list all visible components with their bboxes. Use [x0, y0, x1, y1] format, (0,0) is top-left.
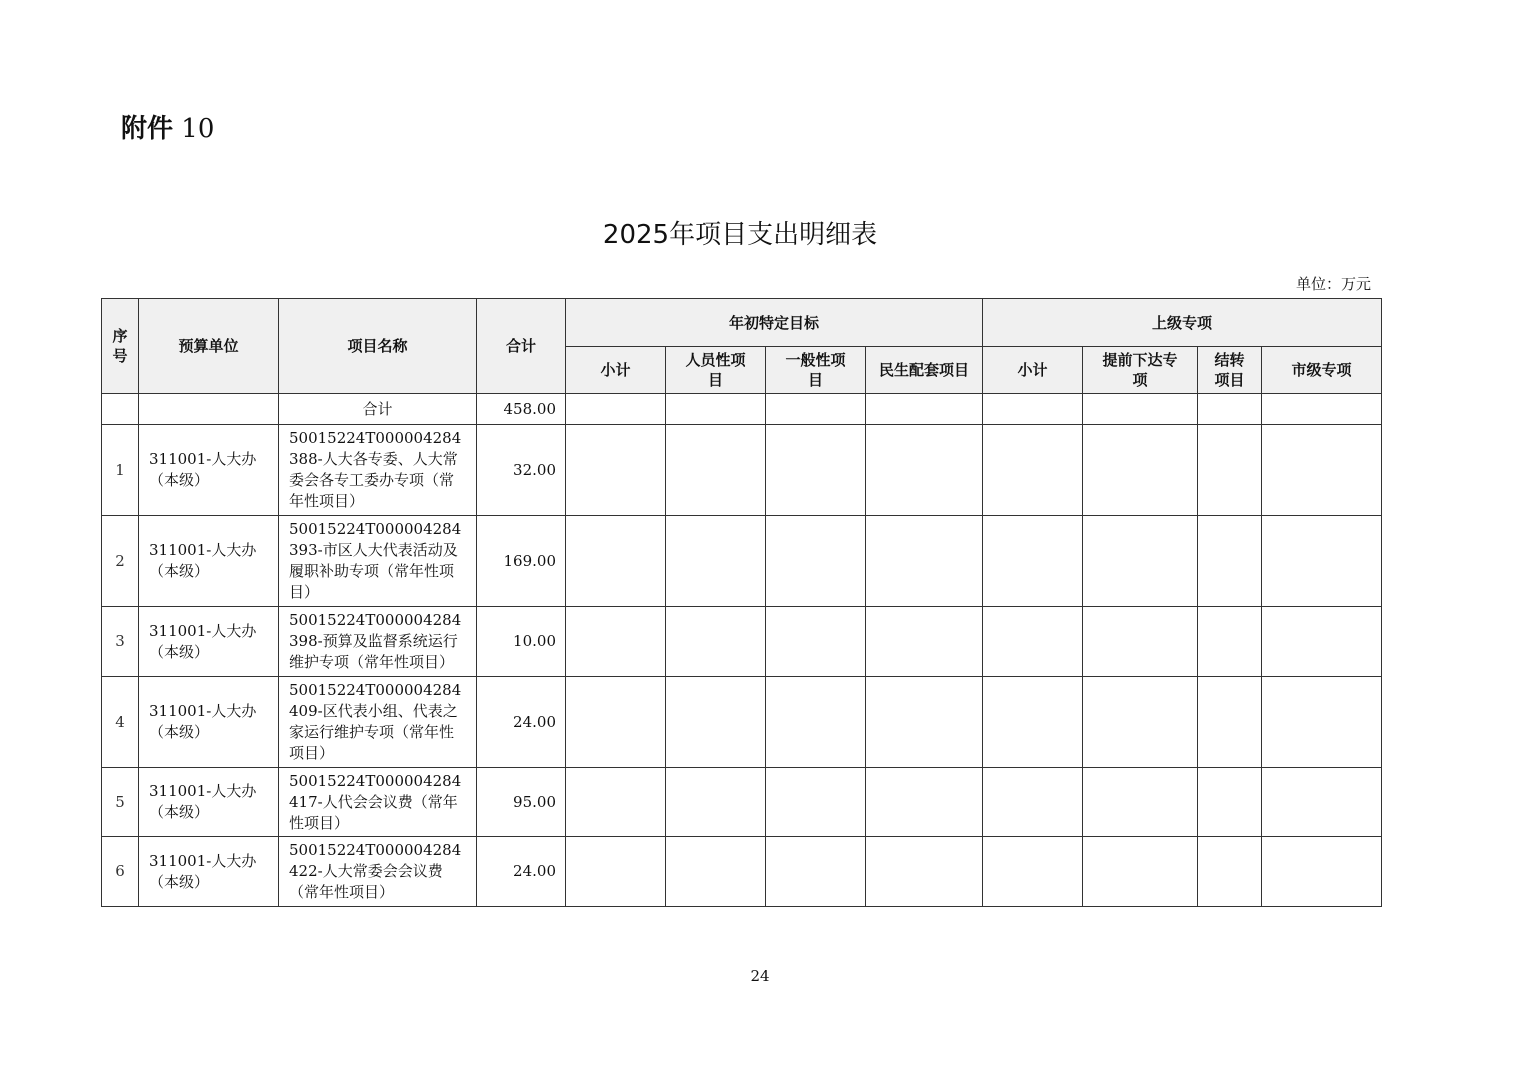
- table-row: [102, 837, 1382, 907]
- row-cell: [766, 677, 866, 768]
- row-budget-unit: 311001-人大办（本级）: [139, 677, 279, 768]
- header-superior-city: 市级专项: [1262, 347, 1382, 394]
- total-row-cell: [1262, 394, 1382, 425]
- row-total: 32.00: [477, 425, 566, 516]
- header-annual-livelihood: 民生配套项目: [866, 347, 983, 394]
- row-cell: [866, 425, 983, 516]
- row-cell: [866, 677, 983, 768]
- row-cell: [866, 837, 983, 907]
- row-cell: [983, 837, 1083, 907]
- header-superior-advance: 提前下达专项: [1083, 347, 1198, 394]
- row-cell: [766, 768, 866, 837]
- table-row: [102, 607, 1382, 677]
- row-cell: [566, 837, 666, 907]
- row-cell: [1198, 516, 1262, 607]
- header-annual-general: 一般性项目: [766, 347, 866, 394]
- row-cell: [1083, 425, 1198, 516]
- row-cell: [566, 425, 666, 516]
- row-cell: [866, 516, 983, 607]
- row-cell: [983, 677, 1083, 768]
- row-seq: 2: [102, 516, 139, 607]
- table-row: [102, 768, 1382, 837]
- row-project-name: 50015224T000004284393-市区人大代表活动及履职补助专项（常年性项目）: [279, 516, 477, 607]
- total-row-cell: [766, 394, 866, 425]
- row-budget-unit: 311001-人大办（本级）: [139, 837, 279, 907]
- row-cell: [666, 607, 766, 677]
- row-cell: [766, 607, 866, 677]
- total-row-cell: [866, 394, 983, 425]
- row-budget-unit: 311001-人大办（本级）: [139, 425, 279, 516]
- row-budget-unit: 311001-人大办（本级）: [139, 768, 279, 837]
- page-title: 2025年项目支出明细表: [602, 220, 878, 250]
- header-group-annual: 年初特定目标: [566, 299, 983, 347]
- row-project-name: 50015224T000004284388-人大各专委、人大常委会各专工委办专项（常年性项目）: [279, 425, 477, 516]
- row-cell: [766, 516, 866, 607]
- row-cell: [566, 768, 666, 837]
- header-annual-personnel: 人员性项目: [666, 347, 766, 394]
- row-cell: [1262, 516, 1382, 607]
- row-cell: [666, 768, 766, 837]
- row-total: 169.00: [477, 516, 566, 607]
- row-cell: [566, 516, 666, 607]
- row-cell: [1198, 837, 1262, 907]
- row-cell: [766, 425, 866, 516]
- row-seq: 1: [102, 425, 139, 516]
- row-total: 24.00: [477, 677, 566, 768]
- table-row: [102, 516, 1382, 607]
- row-cell: [566, 677, 666, 768]
- total-row-cell: [566, 394, 666, 425]
- attachment-prefix: 附件: [121, 114, 174, 144]
- row-cell: [1198, 425, 1262, 516]
- row-cell: [1198, 768, 1262, 837]
- total-row-cell: [1198, 394, 1262, 425]
- row-cell: [1198, 677, 1262, 768]
- row-cell: [566, 607, 666, 677]
- header-superior-subtotal: 小计: [983, 347, 1083, 394]
- row-cell: [766, 837, 866, 907]
- total-row-seq: [102, 394, 139, 425]
- header-total: 合计: [477, 299, 566, 394]
- row-project-name: 50015224T000004284422-人大常委会会议费（常年性项目）: [279, 837, 477, 907]
- page-number: 24: [750, 967, 770, 985]
- attachment-label: [121, 108, 214, 145]
- attachment-number: 10: [181, 114, 215, 144]
- total-row-value: 458.00: [477, 394, 566, 425]
- header-seq: 序号: [102, 299, 139, 394]
- row-cell: [983, 607, 1083, 677]
- row-seq: 6: [102, 837, 139, 907]
- row-cell: [866, 607, 983, 677]
- row-cell: [1083, 768, 1198, 837]
- row-project-name: 50015224T000004284409-区代表小组、代表之家运行维护专项（常年性项目）: [279, 677, 477, 768]
- row-cell: [983, 768, 1083, 837]
- header-project-name: 项目名称: [279, 299, 477, 394]
- row-cell: [666, 837, 766, 907]
- row-cell: [983, 516, 1083, 607]
- row-cell: [666, 516, 766, 607]
- row-cell: [666, 677, 766, 768]
- total-row-cell: [666, 394, 766, 425]
- row-cell: [1198, 607, 1262, 677]
- header-superior-carryover: 结转项目: [1198, 347, 1262, 394]
- row-total: 10.00: [477, 607, 566, 677]
- row-project-name: 50015224T000004284398-预算及监督系统运行维护专项（常年性项目）: [279, 607, 477, 677]
- row-total: 24.00: [477, 837, 566, 907]
- row-cell: [983, 425, 1083, 516]
- row-cell: [1262, 768, 1382, 837]
- row-cell: [1083, 837, 1198, 907]
- row-seq: 3: [102, 607, 139, 677]
- row-seq: 4: [102, 677, 139, 768]
- row-seq: 5: [102, 768, 139, 837]
- table-row: [102, 677, 1382, 768]
- row-budget-unit: 311001-人大办（本级）: [139, 607, 279, 677]
- total-row-unit: [139, 394, 279, 425]
- header-budget-unit: 预算单位: [139, 299, 279, 394]
- total-row-label: 合计: [279, 394, 477, 425]
- header-group-superior: 上级专项: [983, 299, 1382, 347]
- row-cell: [1262, 607, 1382, 677]
- row-cell: [1262, 837, 1382, 907]
- total-row-cell: [1083, 394, 1198, 425]
- unit-label: 单位：万元: [1295, 275, 1371, 293]
- row-cell: [866, 768, 983, 837]
- header-annual-subtotal: 小计: [566, 347, 666, 394]
- row-cell: [1262, 425, 1382, 516]
- row-budget-unit: 311001-人大办（本级）: [139, 516, 279, 607]
- row-cell: [1262, 677, 1382, 768]
- row-cell: [1083, 516, 1198, 607]
- row-cell: [666, 425, 766, 516]
- project-expense-table: [101, 298, 1382, 907]
- total-row: [102, 394, 1382, 425]
- row-cell: [1083, 677, 1198, 768]
- total-row-cell: [983, 394, 1083, 425]
- row-cell: [1083, 607, 1198, 677]
- table-row: [102, 425, 1382, 516]
- row-total: 95.00: [477, 768, 566, 837]
- row-project-name: 50015224T000004284417-人代会会议费（常年性项目）: [279, 768, 477, 837]
